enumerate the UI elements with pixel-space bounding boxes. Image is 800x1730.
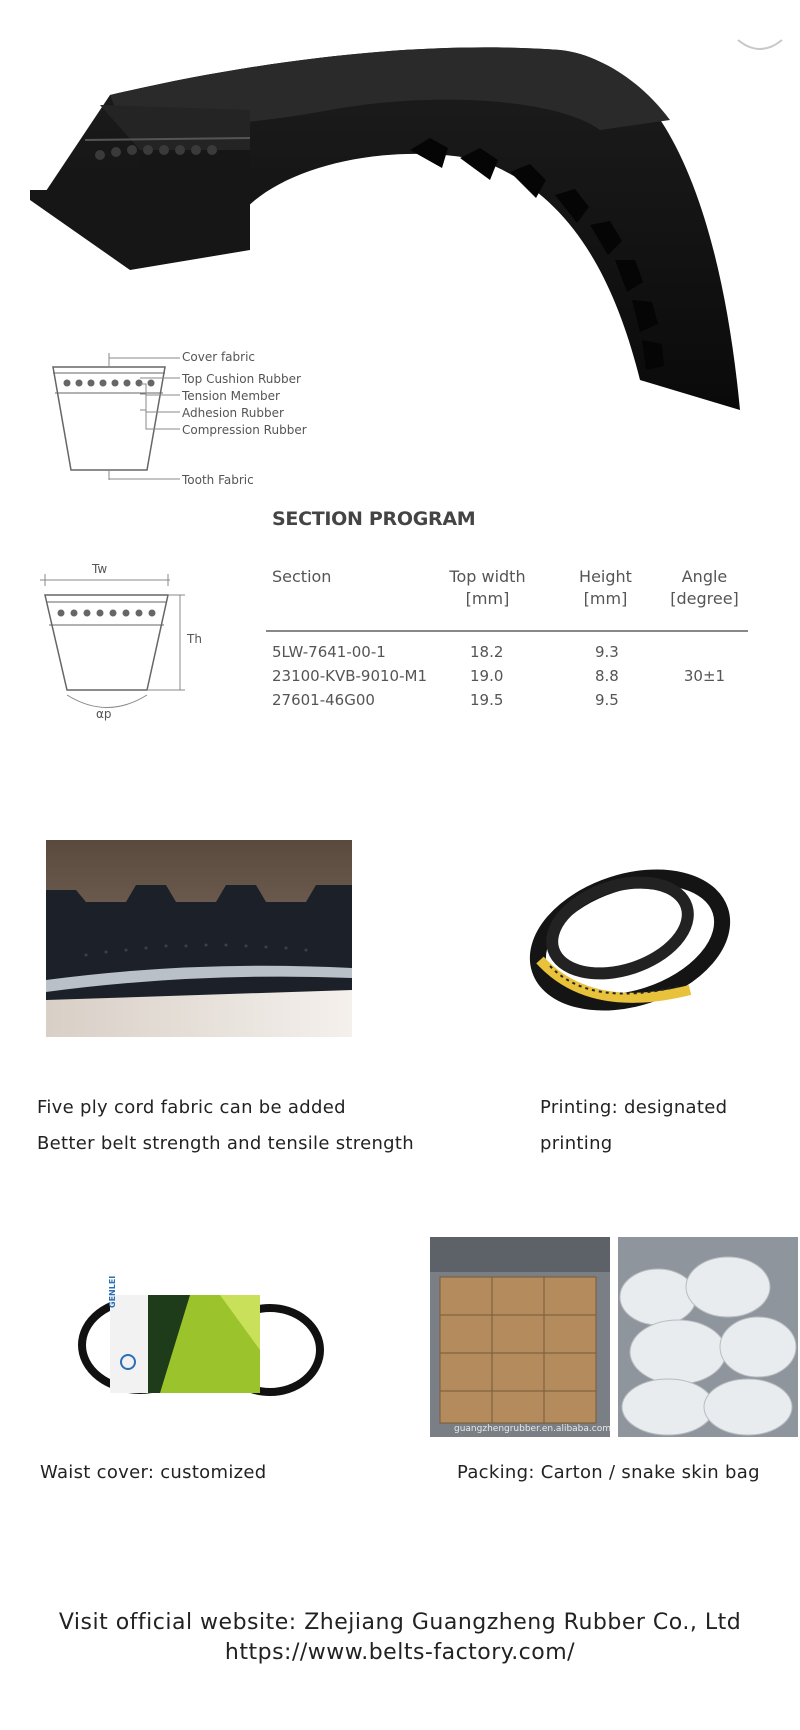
- printed-belt-photo: [500, 840, 750, 1040]
- col-header-top-width-unit: [mm]: [465, 589, 510, 608]
- printing-caption-line1: Printing: designated: [540, 1097, 728, 1118]
- cell-section: 23100-KVB-9010-M1: [272, 667, 428, 685]
- cord-fabric-photo: [46, 840, 352, 1037]
- col-header-height: [568, 566, 643, 610]
- cell-section: 27601-46G00: [272, 691, 375, 709]
- brand-logo: GENLEI: [108, 1275, 117, 1308]
- layer-label-cover-fabric: Cover fabric: [182, 350, 256, 364]
- packing-bag-photo: [618, 1237, 798, 1437]
- cell-height: 9.3: [595, 643, 619, 661]
- packing-caption: Packing: Carton / snake skin bag: [457, 1462, 760, 1483]
- cell-top-width: 19.5: [470, 691, 504, 709]
- dim-label-th: Th: [187, 632, 202, 646]
- cord-caption-line1: Five ply cord fabric can be added: [37, 1097, 346, 1118]
- layer-label-tooth-fabric: Tooth Fabric: [182, 473, 254, 487]
- layer-label-adhesion-rubber: Adhesion Rubber: [182, 406, 284, 420]
- cell-height: 8.8: [595, 667, 619, 685]
- cell-top-width: 18.2: [470, 643, 504, 661]
- layer-leader-lines: [100, 350, 185, 485]
- footer-company-line: Visit official website: Zhejiang Guangzheng Rubber Co., Ltd: [58, 1610, 742, 1635]
- packing-watermark: guangzhengrubber.en.alibaba.com: [454, 1424, 611, 1434]
- dim-label-angle: αp: [96, 707, 112, 721]
- cell-top-width: 19.0: [470, 667, 504, 685]
- cell-section: 5LW-7641-00-1: [272, 643, 386, 661]
- col-header-angle-name: Angle: [681, 567, 728, 586]
- table-header-divider: [266, 630, 748, 632]
- cell-angle: 30±1: [683, 667, 726, 685]
- col-header-top-width-name: Top width: [449, 567, 526, 586]
- dim-label-tw: Tw: [92, 562, 108, 576]
- footer-website-link[interactable]: https://www.belts-factory.com/: [224, 1640, 576, 1665]
- layer-label-compression-rubber: Compression Rubber: [182, 423, 307, 437]
- col-header-section: Section: [272, 567, 332, 586]
- section-program-title: SECTION PROGRAM: [272, 508, 476, 530]
- col-header-angle-unit: [degree]: [670, 589, 739, 608]
- col-header-height-name: Height: [579, 567, 632, 586]
- layer-label-tension-member: Tension Member: [182, 389, 280, 403]
- waist-caption: Waist cover: customized: [40, 1462, 267, 1483]
- cord-caption-line2: Better belt strength and tensile strength: [37, 1133, 414, 1154]
- layer-label-top-cushion-rubber: Top Cushion Rubber: [182, 372, 301, 386]
- printing-caption-line2: printing: [540, 1133, 613, 1154]
- col-header-height-unit: [mm]: [583, 589, 628, 608]
- cell-height: 9.5: [595, 691, 619, 709]
- col-header-top-width: [440, 566, 535, 610]
- packing-carton-photo: [430, 1237, 610, 1437]
- dimension-diagram: [35, 560, 210, 730]
- col-header-angle: [662, 566, 747, 610]
